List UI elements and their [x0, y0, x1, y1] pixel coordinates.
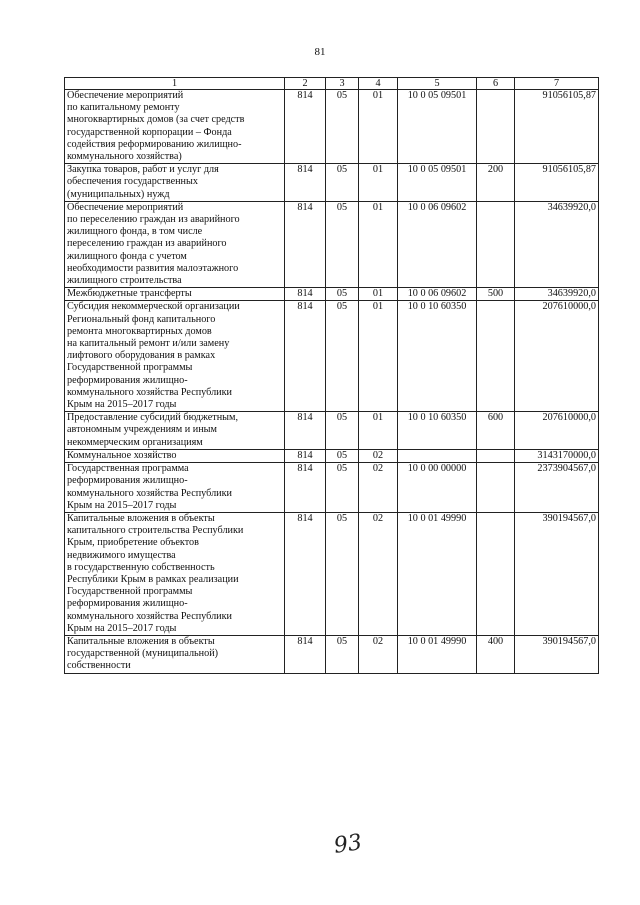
row-expense-type: 600: [477, 412, 515, 450]
row-amount: 34639920,0: [515, 288, 599, 301]
row-subsection-code: 01: [359, 288, 398, 301]
row-amount: 91056105,87: [515, 90, 599, 164]
row-subsection-code: 02: [359, 449, 398, 462]
table-row: [65, 201, 599, 287]
table-row: [65, 449, 599, 462]
column-header-6: 6: [477, 78, 515, 90]
row-target-article: 10 0 06 09602: [398, 288, 477, 301]
table-body: [65, 90, 599, 674]
row-ministry-code: 814: [285, 301, 326, 412]
table-row: [65, 164, 599, 202]
row-section-code: 05: [326, 201, 359, 287]
row-target-article: 10 0 10 60350: [398, 301, 477, 412]
column-header-2: 2: [285, 78, 326, 90]
row-expense-type: [477, 449, 515, 462]
row-expense-type: 400: [477, 635, 515, 673]
row-section-code: 05: [326, 463, 359, 513]
row-amount: 2373904567,0: [515, 463, 599, 513]
row-target-article: 10 0 10 60350: [398, 412, 477, 450]
row-subsection-code: 02: [359, 512, 398, 635]
row-amount: 207610000,0: [515, 412, 599, 450]
row-section-code: 05: [326, 635, 359, 673]
row-subsection-code: 01: [359, 164, 398, 202]
table-row: [65, 635, 599, 673]
row-name: Обеспечение мероприятий по капитальному ремонту многоквартирных домов (за счет средств государственной корпорации – Фонда содействия реформированию жилищно- коммунального хозяйства): [65, 90, 285, 164]
row-target-article: 10 0 01 49990: [398, 635, 477, 673]
row-target-article: 10 0 05 09501: [398, 90, 477, 164]
row-subsection-code: 01: [359, 301, 398, 412]
row-expense-type: [477, 512, 515, 635]
row-ministry-code: 814: [285, 449, 326, 462]
row-ministry-code: 814: [285, 288, 326, 301]
table-header-row: [65, 78, 599, 90]
row-name: Коммунальное хозяйство: [65, 449, 285, 462]
row-amount: 3143170000,0: [515, 449, 599, 462]
column-header-7: 7: [515, 78, 599, 90]
row-target-article: 10 0 00 00000: [398, 463, 477, 513]
column-header-3: 3: [326, 78, 359, 90]
row-subsection-code: 01: [359, 412, 398, 450]
column-header-5: 5: [398, 78, 477, 90]
budget-table: [64, 77, 599, 674]
row-target-article: 10 0 01 49990: [398, 512, 477, 635]
row-expense-type: [477, 201, 515, 287]
row-ministry-code: 814: [285, 512, 326, 635]
column-header-4: 4: [359, 78, 398, 90]
table-row: [65, 301, 599, 412]
row-name: Межбюджетные трансферты: [65, 288, 285, 301]
row-name: Обеспечение мероприятий по переселению граждан из аварийного жилищного фонда, в том числе переселению граждан из аварийного жилищного фонда с учетом необходимости развития малоэтажного жилищного строительства: [65, 201, 285, 287]
handwritten-page-mark: 93: [332, 830, 364, 859]
row-expense-type: [477, 301, 515, 412]
row-target-article: 10 0 05 09501: [398, 164, 477, 202]
table-row: [65, 90, 599, 164]
row-subsection-code: 01: [359, 90, 398, 164]
row-ministry-code: 814: [285, 412, 326, 450]
page-number: 81: [314, 46, 326, 58]
row-subsection-code: 02: [359, 635, 398, 673]
row-section-code: 05: [326, 512, 359, 635]
row-amount: 91056105,87: [515, 164, 599, 202]
row-ministry-code: 814: [285, 164, 326, 202]
row-name: Капитальные вложения в объекты государственной (муниципальной) собственности: [65, 635, 285, 673]
row-ministry-code: 814: [285, 635, 326, 673]
row-name: Государственная программа реформирования жилищно- коммунального хозяйства Республики Крым на 2015–2017 годы: [65, 463, 285, 513]
table-row: [65, 512, 599, 635]
row-name: Закупка товаров, работ и услуг для обеспечения государственных (муниципальных) нужд: [65, 164, 285, 202]
row-section-code: 05: [326, 90, 359, 164]
table-row: [65, 288, 599, 301]
row-section-code: 05: [326, 164, 359, 202]
row-expense-type: 200: [477, 164, 515, 202]
table-row: [65, 463, 599, 513]
row-ministry-code: 814: [285, 90, 326, 164]
row-target-article: [398, 449, 477, 462]
row-amount: 390194567,0: [515, 512, 599, 635]
row-expense-type: [477, 463, 515, 513]
row-target-article: 10 0 06 09602: [398, 201, 477, 287]
row-name: Капитальные вложения в объекты капитального строительства Республики Крым, приобретение объектов недвижимого имущества в государственную собственность Республики Крым в рамках реализации Государственной программы реформирования жилищно- коммунального хозяйства Республики Крым на 2015–2017 годы: [65, 512, 285, 635]
column-header-1: 1: [65, 78, 285, 90]
row-subsection-code: 02: [359, 463, 398, 513]
table-row: [65, 412, 599, 450]
row-amount: 207610000,0: [515, 301, 599, 412]
row-subsection-code: 01: [359, 201, 398, 287]
row-section-code: 05: [326, 449, 359, 462]
row-section-code: 05: [326, 301, 359, 412]
row-section-code: 05: [326, 412, 359, 450]
row-amount: 34639920,0: [515, 201, 599, 287]
row-expense-type: [477, 90, 515, 164]
row-name: Субсидия некоммерческой организации Региональный фонд капитального ремонта многоквартирных домов на капитальный ремонт и/или замену лифтового оборудования в рамках Государственной программы реформирования жилищно- коммунального хозяйства Республики Крым на 2015–2017 годы: [65, 301, 285, 412]
row-name: Предоставление субсидий бюджетным, автономным учреждениям и иным некоммерческим организациям: [65, 412, 285, 450]
row-ministry-code: 814: [285, 201, 326, 287]
row-amount: 390194567,0: [515, 635, 599, 673]
row-ministry-code: 814: [285, 463, 326, 513]
row-expense-type: 500: [477, 288, 515, 301]
row-section-code: 05: [326, 288, 359, 301]
